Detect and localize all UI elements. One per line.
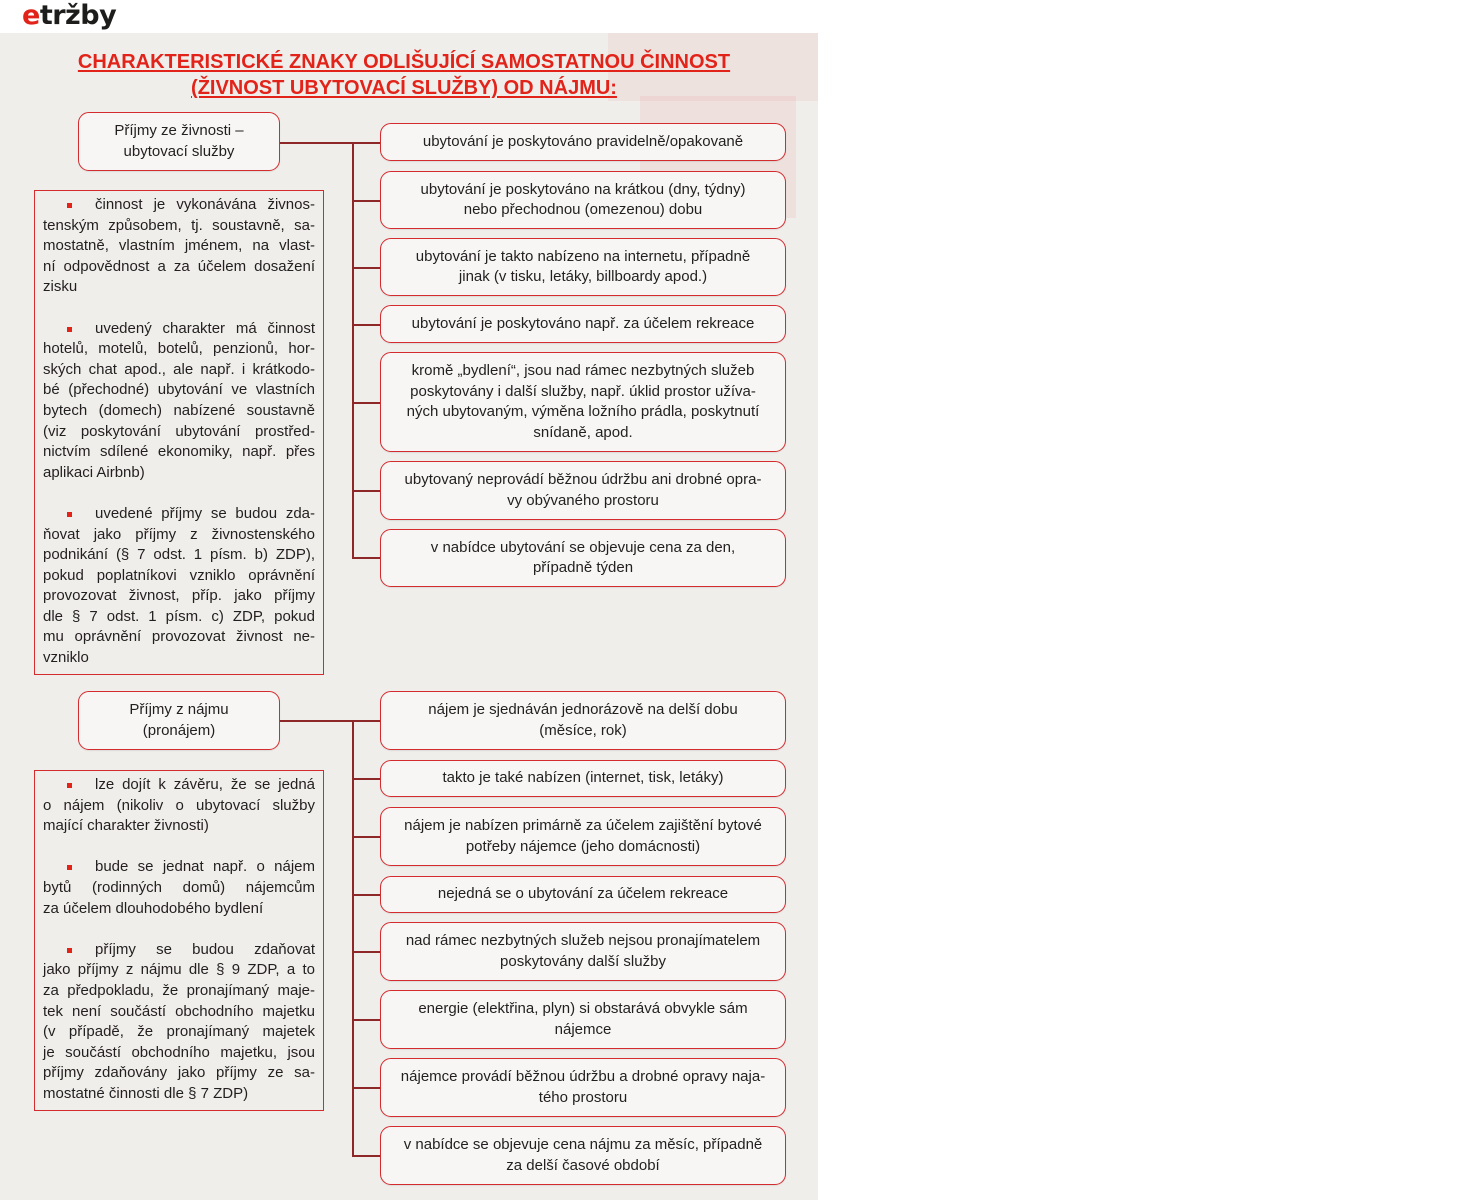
criterion-line: snídaně, apod. (533, 423, 633, 441)
note-line: (v případě, že pronajímaný majetek (43, 1023, 315, 1041)
criterion-line: ných ubytovaným, výměna ložního prádla, poskytnutí (406, 403, 760, 420)
connector-branch (352, 894, 380, 896)
lease-heading-box (78, 691, 280, 750)
trade-heading-box (78, 112, 280, 171)
title-line: CHARAKTERISTICKÉ ZNAKY ODLIŠUJÍCÍ SAMOSTATNOU ČINNOST (77, 51, 731, 73)
trade-note (43, 504, 315, 669)
criterion-line: ubytování je poskytováno na krátkou (dny, týdny) (420, 180, 746, 198)
note-line: uvedené příjmy se budou zda- (95, 504, 315, 522)
criterion-line: nad rámec nezbytných služeb nejsou pronajímatelem (405, 932, 761, 949)
lease-criterion-box (380, 922, 786, 981)
note-line: ských chat apod., ale např. i krátkodo- (43, 360, 315, 378)
criterion-line: poskytovány i další služby, např. úklid prostor užíva- (410, 382, 756, 400)
criterion-line: ubytování je poskytováno např. za účelem rekreace (411, 314, 755, 332)
note-line: mostatně, vlastním jménem, na vlast- (43, 237, 315, 255)
criterion-line: nájemce (554, 1020, 612, 1038)
criterion-line: poskytovány další služby (500, 952, 666, 970)
connector-branch (352, 557, 380, 559)
lease-note (43, 940, 315, 1105)
criterion-line: ubytovaný neprovádí běžnou údržbu ani drobné opra- (404, 471, 762, 488)
title-line: (ŽIVNOST UBYTOVACÍ SLUŽBY) OD NÁJMU: (191, 77, 617, 99)
heading-line: ubytovací služby (123, 142, 235, 160)
trade-note (43, 195, 315, 298)
note-line: mostatné činnosti dle § 7 ZDP) (43, 1084, 249, 1102)
lease-note (43, 775, 315, 837)
connector-branch (352, 490, 380, 492)
connector-branch (352, 402, 380, 404)
criterion-line: (měsíce, rok) (539, 721, 627, 739)
connector-branch (352, 1087, 380, 1089)
criterion-line: v nabídce se objevuje cena nájmu za měsíc, případně (403, 1136, 763, 1153)
connector-branch (352, 324, 380, 326)
criterion-line: takto je také nabízen (internet, tisk, letáky) (442, 769, 724, 787)
criterion-line: energie (elektřina, plyn) si obstarává obvykle sám (418, 1000, 748, 1017)
criterion-line: nájem je sjednáván jednorázově na delší dobu (428, 701, 738, 718)
bullet-icon (67, 783, 72, 788)
connector-branch (352, 142, 380, 144)
criterion-line: ubytování je poskytováno pravidelně/opakovaně (422, 132, 744, 150)
note-line: hotelů, motelů, botelů, penzionů, hor- (43, 340, 315, 358)
trade-criterion-box (380, 305, 786, 343)
trade-criterion-box (380, 352, 786, 452)
trade-criterion-box (380, 461, 786, 520)
note-line: bé (přechodné) ubytování ve vlastních (43, 381, 315, 399)
note-line: uvedený charakter má činnost (95, 319, 315, 337)
connector-line (280, 142, 353, 144)
criterion-line: jinak (v tisku, letáky, billboardy apod.) (458, 268, 708, 285)
criterion-line: v nabídce ubytování se objevuje cena za den, (430, 538, 736, 556)
criterion-line: ubytování je takto nabízeno na internetu, případně (415, 247, 751, 265)
connector-branch (352, 836, 380, 838)
lease-criterion-box (380, 990, 786, 1049)
note-line: aplikaci Airbnb) (43, 463, 145, 481)
note-line: tenským způsobem, tj. soustavně, sa- (43, 216, 315, 234)
note-line: nictvím sdílené ekonomiky, např. přes (43, 443, 315, 461)
note-line: tek není součástí obchodního majetku (43, 1002, 315, 1020)
note-line: ní odpovědnost a za účelem dosažení (43, 257, 315, 275)
note-line: za účelem dlouhodobého bydlení (43, 899, 264, 917)
bullet-icon (67, 327, 72, 332)
criterion-line: tého prostoru (538, 1088, 628, 1106)
connector-branch (352, 1155, 380, 1157)
note-line: bytech (domech) nabízené soustavně (43, 401, 315, 419)
note-line: bytů (rodinných domů) nájemcům (43, 878, 315, 896)
connector-spine (352, 142, 354, 558)
note-line: mající charakter živnosti) (43, 817, 209, 835)
note-line: provozovat živnost, příp. jako příjmy (43, 587, 315, 605)
connector-spine (352, 720, 354, 1156)
note-first-line (43, 940, 315, 961)
note-line: bude se jednat např. o nájem (95, 858, 315, 876)
logo (22, 0, 116, 32)
note-line: za předpokladu, že pronajímaný maje- (43, 981, 315, 999)
bullet-icon (67, 865, 72, 870)
trade-criterion-box (380, 171, 786, 229)
criterion-line: potřeby nájemce (jeho domácnosti) (465, 837, 701, 855)
note-line: vzniklo (43, 649, 89, 667)
trade-criterion-box (380, 238, 786, 296)
lease-criterion-box (380, 876, 786, 913)
note-line: lze dojít k závěru, že se jedná (95, 776, 315, 793)
criterion-line: nejedná se o ubytování za účelem rekreace (437, 885, 729, 903)
note-line: jako příjmy z nájmu dle § 9 ZDP, a to (43, 961, 315, 979)
note-first-line (43, 857, 315, 878)
trade-criterion-box (380, 529, 786, 587)
bullet-icon (67, 512, 72, 517)
note-first-line (43, 319, 315, 340)
connector-branch (352, 720, 380, 722)
lease-notes-box (34, 770, 324, 1111)
heading-line: Příjmy ze živnosti – (114, 122, 244, 139)
bullet-icon (67, 948, 72, 953)
lease-criterion-box (380, 1058, 786, 1117)
connector-branch (352, 267, 380, 269)
note-line: pokud poplatníkovi vzniklo oprávnění (43, 566, 315, 584)
logo-prefix: e (22, 0, 40, 31)
note-line: mu oprávnění provozovat živnost ne- (43, 628, 315, 646)
note-first-line (43, 775, 315, 796)
trade-note (43, 319, 315, 484)
note-line: o nájem (nikoliv o ubytovací služby (43, 796, 315, 814)
criterion-line: případně týden (532, 559, 634, 576)
connector-line (280, 720, 353, 722)
connector-branch (352, 1019, 380, 1021)
note-line: (viz poskytování ubytování prostřed- (43, 422, 315, 440)
page-title (0, 49, 808, 101)
criterion-line: nájemce provádí běžnou údržbu a drobné opravy naja- (400, 1068, 766, 1085)
criterion-line: za delší časové období (506, 1156, 660, 1174)
note-line: podnikání (§ 7 odst. 1 písm. b) ZDP), (43, 546, 315, 564)
note-line: je součástí obchodního majetku, jsou (43, 1043, 315, 1061)
criterion-line: kromě „bydlení“, jsou nad rámec nezbytných služeb (411, 362, 755, 379)
connector-branch (352, 951, 380, 953)
connector-branch (352, 200, 380, 202)
note-line: příjmy se budou zdaňovat (95, 940, 315, 958)
note-line: příjmy zdaňovány jako příjmy ze sa- (43, 1064, 315, 1082)
lease-criterion-box (380, 1126, 786, 1185)
note-line: zisku (43, 278, 78, 296)
heading-line: Příjmy z nájmu (129, 701, 229, 718)
lease-criterion-box (380, 760, 786, 797)
note-first-line (43, 195, 315, 216)
note-line: ňovat jako příjmy z živnostenského (43, 525, 315, 543)
criterion-line: vy obývaného prostoru (507, 491, 659, 509)
note-line: činnost je vykonávána živnos- (95, 196, 315, 213)
lease-note (43, 857, 315, 919)
logo-name: tržby (39, 0, 117, 31)
bullet-icon (67, 203, 72, 208)
note-first-line (43, 504, 315, 525)
trade-notes-box (34, 190, 324, 675)
lease-criterion-box (380, 807, 786, 866)
note-line: dle § 7 odst. 1 písm. c) ZDP, pokud (43, 607, 315, 625)
lease-criterion-box (380, 691, 786, 750)
connector-branch (352, 778, 380, 780)
criterion-line: nájem je nabízen primárně za účelem zajištění bytové (404, 817, 762, 834)
trade-criterion-box (380, 123, 786, 161)
criterion-line: nebo přechodnou (omezenou) dobu (463, 201, 703, 218)
heading-line: (pronájem) (142, 721, 216, 739)
